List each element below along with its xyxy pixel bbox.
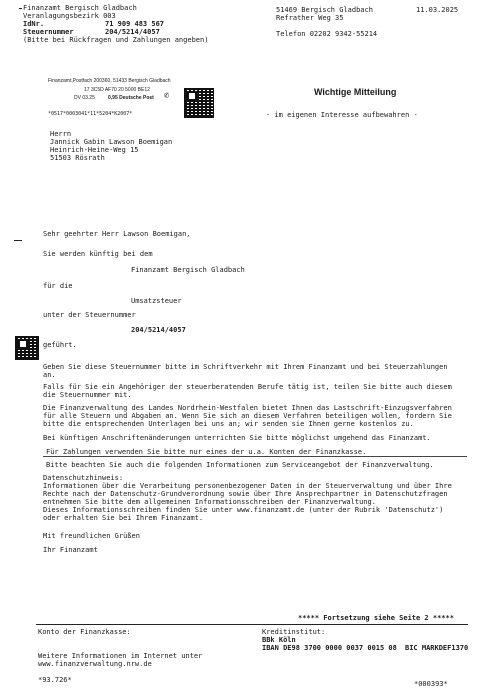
tax-office-name: Finanzamt Bergisch Gladbach xyxy=(23,4,137,12)
body-line-3: unter der Steuernummer xyxy=(43,311,136,319)
privacy-line-3: entnehmen Sie bitte dem allgemeinen Informationsschreiben der Finanzverwaltung. xyxy=(43,498,376,506)
bank-iban: IBAN DE98 3700 0000 0037 0015 08 xyxy=(262,644,397,652)
paragraph-3-line-2: für alle Steuern und Abgaben an. Wenn Sie sich an diesem Verfahren beteiligen wollen, fordern Sie xyxy=(43,412,452,420)
privacy-line-1: Informationen über die Verarbeitung personenbezogener Daten in der Steuerverwaltung und über Ihre xyxy=(43,482,452,490)
body-tax-type: Umsatzsteuer xyxy=(131,297,182,305)
document-matrix-code xyxy=(15,336,39,360)
tax-number-label: Steuernummer xyxy=(23,28,74,36)
postal-sender-line: Finanzamt,Postfach 200360, 51433 Bergisch Gladbach xyxy=(48,78,171,84)
office-street: Refrather Weg 35 xyxy=(276,14,344,22)
recipient-salutation: Herrn xyxy=(50,130,72,138)
body-line-2: für die xyxy=(43,282,73,290)
postage-amount: 0,95 Deutsche Post xyxy=(108,95,154,101)
postage-matrix-code xyxy=(184,88,214,118)
privacy-line-4: Dieses Informationsschreiben finden Sie unter www.finanzamt.de (unter der Rubrik 'Datenschutz') xyxy=(43,506,444,514)
signature: Ihr Finanzamt xyxy=(43,546,98,554)
reference-note: (Bitte bei Rückfragen und Zahlungen angeben) xyxy=(23,36,209,44)
recipient-street: Heinrich-Heine-Weg 15 xyxy=(50,146,139,154)
tax-number-value: 204/5214/4057 xyxy=(105,28,160,36)
bank-name: BBk Köln xyxy=(262,636,296,644)
privacy-line-5: oder erhalten Sie bei Ihrem Finanzamt. xyxy=(43,514,204,522)
closing: Mit freundlichen Grüßen xyxy=(43,532,140,540)
paragraph-3-line-1: Die Finanzverwaltung des Landes Nordrhein-Westfalen bietet Ihnen das Lastschrift-Einzugsverfahren xyxy=(43,404,452,412)
body-office-name: Finanzamt Bergisch Gladbach xyxy=(131,266,245,274)
idnr-label: IdNr. xyxy=(23,20,45,28)
assessment-district: Veranlagungsbezirk 003 xyxy=(23,12,116,20)
notice-subtitle: - im eigenen Interesse aufbewahren - xyxy=(266,111,418,119)
paragraph-5: Für Zahlungen verwenden Sie bitte nur eines der u.a. Konten der Finanzkasse. xyxy=(46,448,367,456)
privacy-line-2: Rechte nach der Datenschutz-Grundverordnung sowie über Ihre Ansprechpartner in Datenschutzfragen xyxy=(43,490,448,498)
web-info-line-2: www.finanzverwaltung.nrw.de xyxy=(38,660,152,668)
greeting: Sehr geehrter Herr Lawson Boemigan, xyxy=(43,230,191,238)
paragraph-4: Bei künftigen Anschriftenänderungen unterrichten Sie bitte möglichst umgehend das Finanzamt. xyxy=(43,434,431,442)
body-tax-number: 204/5214/4057 xyxy=(131,326,186,334)
footer-code-right: *000393* xyxy=(414,680,448,688)
body-line-4: geführt. xyxy=(43,341,77,349)
postal-tracking-code: *0517*0003041*11*5204*K2007* xyxy=(48,111,133,117)
privacy-title: Datenschutzhinweis: xyxy=(43,474,124,482)
bank-label: Kreditinstitut: xyxy=(262,628,326,636)
notice-title: Wichtige Mitteilung xyxy=(314,87,397,97)
recipient-name: Jannick Gabin Lawson Boemigan xyxy=(50,138,173,146)
body-line-1: Sie werden künftig bei dem xyxy=(43,250,153,258)
paragraph-1-line-2: an. xyxy=(43,371,56,379)
continuation-note: ***** Fortsetzung siehe Seite 2 ***** xyxy=(298,614,454,622)
bank-bic: BIC MARKDEF1370 xyxy=(405,644,469,652)
postal-dv-line: DV 03.25 xyxy=(74,95,95,101)
paragraph-3-line-3: bitte die entsprechenden Unterlagen bei uns an; wir senden sie Ihnen gerne kostenlos zu. xyxy=(43,420,414,428)
account-label: Konto der Finanzkasse: xyxy=(38,628,131,636)
letter-date: 11.03.2025 xyxy=(416,6,459,14)
web-info-line-1: Weitere Informationen im Internet unter xyxy=(38,652,203,660)
office-phone: Telefon 02202 9342-55214 xyxy=(276,30,378,38)
post-horn-icon: ✆ xyxy=(164,91,170,101)
office-city-line: 51469 Bergisch Gladbach xyxy=(276,6,373,14)
footer-code-left: *93.726* xyxy=(38,676,72,684)
postal-code-line: 17 3C5D AF70 20 5000 BE12 xyxy=(84,87,150,93)
paragraph-1-line-1: Geben Sie diese Steuernummer bitte im Schriftverkehr mit Ihrem Finanzamt und bei Steuerzahlungen xyxy=(43,363,448,371)
idnr-value: 71 909 483 567 xyxy=(105,20,165,28)
paragraph-2-line-1: Falls für Sie ein Angehöriger der steuerberatenden Berufe tätig ist, teilen Sie bitte auch diesem xyxy=(43,383,452,391)
recipient-city: 51503 Rösrath xyxy=(50,154,105,162)
paragraph-6: Bitte beachten Sie auch die folgenden Informationen zum Serviceangebot der Finanzverwaltung. xyxy=(46,461,434,469)
paragraph-2-line-2: die Steuernummer mit. xyxy=(43,391,132,399)
